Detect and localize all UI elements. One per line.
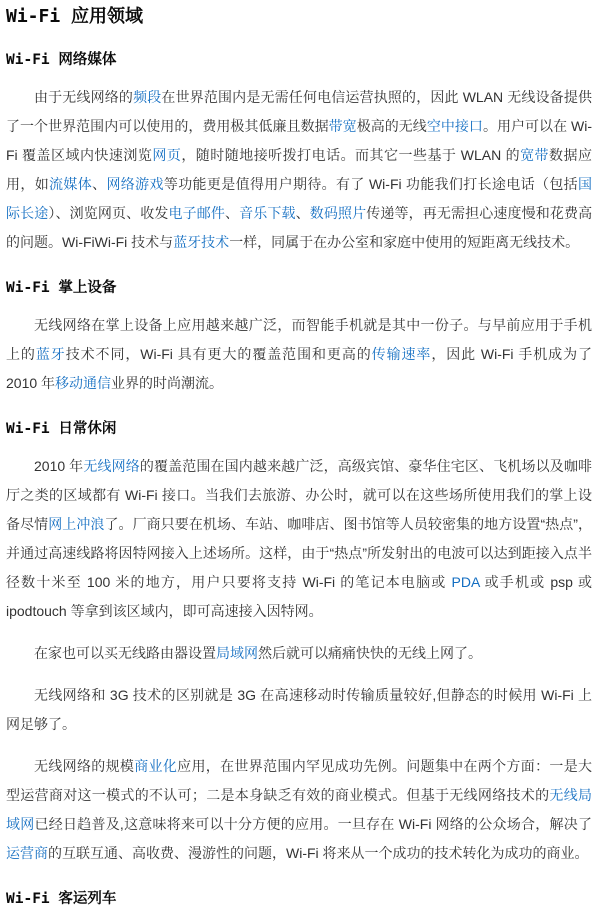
inline-link[interactable]: 宽带 [520,147,550,163]
inline-link[interactable]: 网上冲浪 [48,516,105,532]
inline-link[interactable]: 无线局域网 [6,787,593,832]
paragraph [6,639,592,668]
inline-link[interactable]: PDA [451,574,480,590]
paragraph [6,452,592,626]
text-run: 2010 年 [34,458,84,474]
text-run: 然后就可以痛痛快快的无线上网了。 [258,645,482,661]
text-run: 的互联互通、高收费、漫游性的问题，Wi-Fi 将来从一个成功的技术转化为成功的商业。 [48,845,589,861]
text-run: 在世界范围内是无需任何电信运营执照的，因此 WLAN 无线设备提供了一个世界范围内可以使用的，费用极其低廉且数据 [6,89,592,134]
text-run: 传递等，再无需担心速度慢和花费高的问题。Wi-FiWi-Fi 技术与 [6,205,593,250]
inline-link[interactable]: 蓝牙技术 [173,234,230,250]
text-run: 技术不同，Wi-Fi 具有更大的覆盖范围和更高的 [65,346,372,362]
inline-link[interactable]: 音乐下载 [239,205,296,221]
article-sections [6,50,592,909]
inline-link[interactable]: 频段 [133,89,162,105]
inline-link[interactable]: 电子邮件 [168,205,225,221]
inline-link[interactable]: 传输速率 [371,346,432,362]
inline-link[interactable]: 运营商 [6,845,48,861]
paragraph [6,681,592,739]
text-run: 极高的无线 [356,118,427,134]
page-title: Wi-Fi 应用领域 [6,6,144,27]
section-heading: Wi-Fi 客运列车 [6,891,117,907]
text-run: 的覆盖范围在国内越来越广泛，高级宾馆、豪华住宅区、飞机场以及咖啡厅之类的区域都有 Wi-Fi 接口。当我们去旅游、办公时，就可以在这些场所使用我们的掌上设备尽情 [6,458,593,532]
text-run: 无线网络在掌上设备上应用越来越广泛，而智能手机就是其中一份子。与早前应用于手机上的 [6,317,592,362]
paragraph [6,311,592,398]
inline-link[interactable]: 商业化 [134,758,178,774]
inline-link[interactable]: 蓝牙 [35,346,66,362]
paragraph [6,752,592,868]
text-run: 、 [224,205,240,221]
text-run: 无线网络和 3G 技术的区别就是 3G 在高速移动时传输质量较好,但静态的时候用 Wi-Fi 上网足够了。 [6,687,592,732]
text-run: ）、浏览网页、收发 [48,205,169,221]
text-run: 无线网络的规模 [34,758,135,774]
text-run: 、 [92,176,107,192]
inline-link[interactable]: 移动通信 [55,375,112,391]
inline-link[interactable]: 网页 [152,147,182,163]
text-run: 或手机或 psp 或 ipodtouch 等拿到该区域内，即可高速接入因特网。 [6,574,592,619]
inline-link[interactable]: 局域网 [216,645,258,661]
section-heading: Wi-Fi 日常休闲 [6,421,117,437]
text-run: 业界的时尚潮流。 [111,375,224,391]
text-run: 了。厂商只要在机场、车站、咖啡店、图书馆等人员较密集的地方设置“热点”，并通过高速线路将因特网接入上述场所。这样，由于“热点”所发射出的电波可以达到距接入点半径数十米至 100 米的地方，用户只要将支持 Wi-Fi 的笔记本电脑或 [6,516,593,590]
text-run: ，随时随地接听拨打电话。而其它一些基于 WLAN 的 [181,147,521,163]
section-heading: Wi-Fi 掌上设备 [6,280,117,296]
text-run: ，因此 Wi-Fi 手机成为了 2010 年 [6,346,593,391]
text-run: 由于无线网络的 [34,89,134,105]
section-heading: Wi-Fi 网络媒体 [6,52,117,68]
text-run: 一样，同属于在办公室和家庭中使用的短距离无线技术。 [229,234,580,250]
inline-link[interactable]: 数码照片 [309,205,367,221]
text-run: 。用户可以在 Wi-Fi 覆盖区域内快速浏览 [6,118,593,163]
text-run: 在家也可以买无线路由器设置 [34,645,216,661]
text-run: 应用，在世界范围内罕见成功先例。问题集中在两个方面：一是大型运营商对这一模式的不认可；二是本身缺乏有效的商业模式。但基于无线网络技术的 [6,758,593,803]
inline-link[interactable]: 无线网络 [83,458,140,474]
inline-link[interactable]: 流媒体 [49,176,93,192]
text-run: 已经日趋普及,这意味将来可以十分方便的应用。一旦存在 Wi-Fi 网络的公众场合，解决了 [34,816,592,832]
text-run: 、 [295,205,310,221]
text-run: 等功能更是值得用户期待。有了 Wi-Fi 功能我们打长途电话（包括 [163,176,579,192]
inline-link[interactable]: 国际长途 [6,176,593,221]
inline-link[interactable]: 带宽 [328,118,357,134]
paragraph [6,83,592,257]
inline-link[interactable]: 空中接口 [426,118,483,134]
inline-link[interactable]: 网络游戏 [106,176,164,192]
text-run: 数据应用，如 [6,147,593,192]
